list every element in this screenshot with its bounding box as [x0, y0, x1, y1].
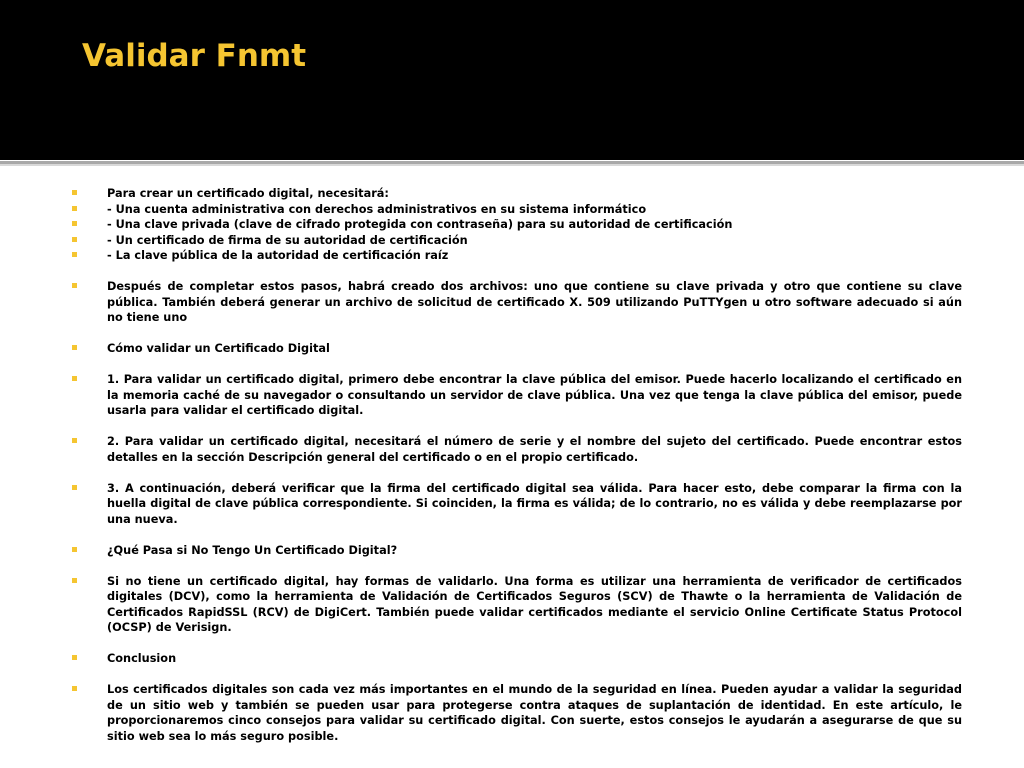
list-item [0, 248, 1024, 264]
list-item [0, 217, 1024, 233]
list-item [0, 372, 1024, 419]
list-item-text: Los certificados digitales son cada vez más importantes en el mundo de la seguridad en línea. Pueden ayudar a validar la seguridad de un sitio web y también se pueden usar para protegerse contra ataques de suplantación de identidad. En este artículo, le proporcionaremos cinco consejos para validar su certificado digital. Con suerte, estos consejos le ayudarán a asegurarse de que su sitio web sea lo más seguro posible. [107, 683, 962, 743]
square-bullet-icon [72, 686, 77, 691]
list-item [0, 341, 1024, 357]
square-bullet-icon [72, 206, 77, 211]
list-item [0, 186, 1024, 202]
list-item-text: 2. Para validar un certificado digital, necesitará el número de serie y el nombre del sujeto del certificado. Puede encontrar estos detalles en la sección Descripción general del certificado o en el propio certificado. [107, 435, 962, 464]
square-bullet-icon [72, 438, 77, 443]
list-item [0, 574, 1024, 636]
list-item-text: - Una clave privada (clave de cifrado protegida con contraseña) para su autoridad de certificación [107, 218, 733, 231]
title-bar [0, 0, 1024, 160]
square-bullet-icon [72, 237, 77, 242]
list-item-text: Cómo validar un Certificado Digital [107, 342, 330, 355]
list-item [0, 434, 1024, 465]
square-bullet-icon [72, 283, 77, 288]
bullet-list [0, 186, 1024, 744]
slide-title: Validar Fnmt [82, 38, 307, 74]
square-bullet-icon [72, 578, 77, 583]
square-bullet-icon [72, 547, 77, 552]
square-bullet-icon [72, 252, 77, 257]
list-item [0, 682, 1024, 744]
square-bullet-icon [72, 376, 77, 381]
square-bullet-icon [72, 345, 77, 350]
square-bullet-icon [72, 190, 77, 195]
list-item-text: - Un certificado de firma de su autoridad de certificación [107, 233, 468, 247]
list-item-text: 3. A continuación, deberá verificar que la firma del certificado digital sea válida. Para hacer esto, debe comparar la firma con la huella digital de clave pública correspondiente. Si coinciden, la firma es válida; de lo contrario, no es válida y debe reemplazarse por una nueva. [107, 481, 962, 526]
square-bullet-icon [72, 655, 77, 660]
list-item-text: Conclusion [107, 652, 177, 665]
list-item [0, 481, 1024, 528]
list-item-text: Después de completar estos pasos, habrá creado dos archivos: uno que contiene su clave privada y otro que contiene su clave pública. También deberá generar un archivo de solicitud de certificado X. 509 utilizando PuTTYgen u otro software adecuado si aún no tiene uno [107, 280, 962, 324]
list-item-text: - Una cuenta administrativa con derechos administrativos en su sistema informático [107, 202, 647, 216]
list-item-text: - La clave pública de la autoridad de certificación raíz [107, 249, 449, 262]
list-item [0, 651, 1024, 667]
list-item [0, 233, 1024, 249]
square-bullet-icon [72, 485, 77, 490]
list-item-text: Para crear un certificado digital, necesitará: [107, 187, 389, 200]
divider-shadow [0, 164, 1024, 166]
list-item [0, 279, 1024, 326]
list-item [0, 543, 1024, 559]
list-item [0, 202, 1024, 218]
list-item-text: ¿Qué Pasa si No Tengo Un Certificado Digital? [107, 543, 398, 557]
square-bullet-icon [72, 221, 77, 226]
list-item-text: 1. Para validar un certificado digital, primero debe encontrar la clave pública del emisor. Puede hacerlo localizando el certificado en la memoria caché de su navegador o consultando un servidor de clave pública. Una vez que tenga la clave pública del emisor, puede usarla para validar el certificado digital. [107, 373, 962, 417]
list-item-text: Si no tiene un certificado digital, hay formas de validarlo. Una forma es utilizar una herramienta de verificador de certificados digitales (DCV), como la herramienta de Validación de Certificados Seguros (SCV) de Thawte o la herramienta de Validación de Certificados RapidSSL (RCV) de DigiCert. También puede validar certificados mediante el servicio Online Certificate Status Protocol (OCSP) de Verisign. [107, 574, 962, 634]
